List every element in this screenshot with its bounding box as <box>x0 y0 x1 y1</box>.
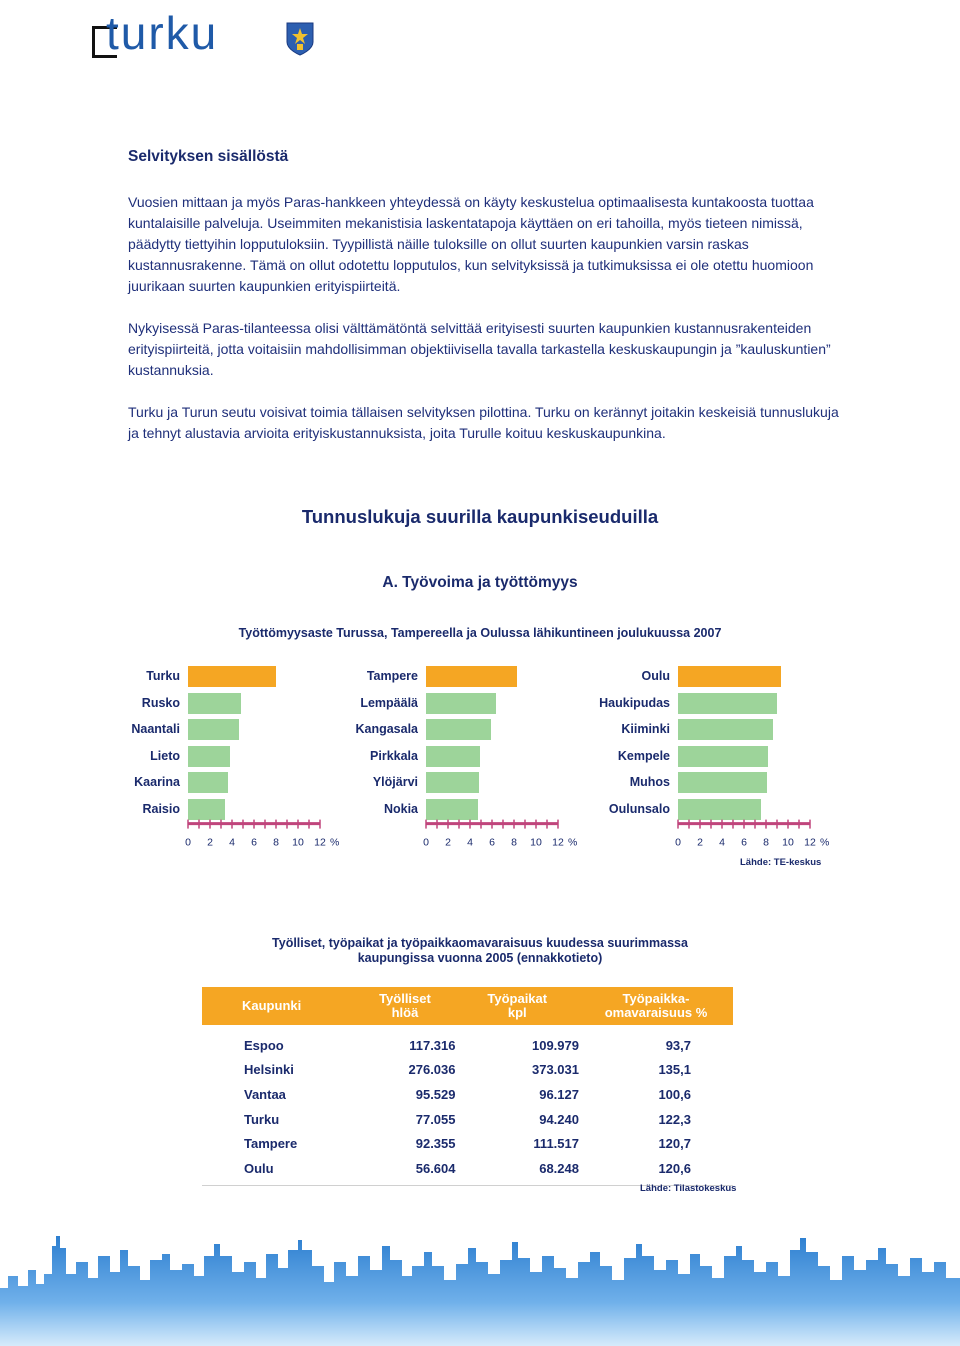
bar-label: Kangasala <box>355 722 418 737</box>
chart-oulu <box>550 666 830 856</box>
intro-paragraph-2: Nykyisessä Paras-tilanteessa olisi välttämätöntä selvittää erityisesti suurten kaupunkien kustannusrakenteiden erityispiirteitä, jotta voitaisiin mahdollisimman objektiivisella tavalla tarkastella keskuskaupungin ja ”kauluskuntien” kustannuksia. <box>128 320 831 378</box>
tick-label: 8 <box>273 836 279 849</box>
city-skyline-illustration <box>0 1226 960 1346</box>
cell-employed: 56.604 <box>415 1160 456 1176</box>
bar-label: Turku <box>146 669 180 683</box>
bar-label: Muhos <box>629 775 670 790</box>
x-axis <box>298 666 578 856</box>
x-axis <box>60 666 340 856</box>
table-row <box>202 1107 733 1132</box>
tick-label: 0 <box>423 836 429 849</box>
cell-self-sufficiency: 120,7 <box>658 1136 691 1152</box>
table-header-row <box>202 987 733 1025</box>
header-kaupunki <box>202 987 354 1025</box>
intro-paragraph-1: Vuosien mittaan ja myös Paras-hankkeen yhteydessä on käyty keskustelua optimaalisesta kuntakoosta tuottaa kuntalaisille palveluja. Useimmiten mekanistisia laskentatapoja käyttäen on eri tahoilla, myös tieteen nimissä, päädytty tiettyihin lopputuloksiin. Tyypillistä näille tuloksille on ollut suurten kaupunkien varsin raskas kustannusrakenne. Tämä on ollut odotettu lopputulos, kun selvityksissä ja tutkimuksissa ei ole otettu huomioon juurikaan suurten kaupunkien erityispiirteitä. <box>128 194 814 294</box>
tick-label: 6 <box>251 836 257 849</box>
table-row <box>202 1082 733 1107</box>
tick-label: 0 <box>185 836 191 849</box>
tick-label: 12 <box>804 836 816 849</box>
table-row <box>202 1131 733 1156</box>
tick-label: 2 <box>207 836 213 849</box>
tick-label: 10 <box>782 836 794 849</box>
x-axis <box>550 666 830 856</box>
turku-logo <box>92 7 322 62</box>
table-row <box>202 1025 733 1033</box>
cell-jobs: 68.248 <box>539 1160 579 1176</box>
header-tyolliset-line-2: hlöä <box>391 1005 419 1020</box>
table-source: Lähde: Tilastokeskus <box>640 1183 737 1194</box>
cell-city: Helsinki <box>244 1062 294 1078</box>
section-title: Tunnuslukuja suurilla kaupunkiseuduilla <box>301 506 659 527</box>
cell-city: Tampere <box>244 1136 298 1152</box>
header-tyopaikat <box>456 987 579 1025</box>
tick-label: 12 <box>314 836 326 849</box>
cell-city: Oulu <box>244 1160 274 1176</box>
chart-tampere <box>298 666 578 856</box>
cell-employed: 77.055 <box>415 1111 456 1127</box>
cell-self-sufficiency: 135,1 <box>658 1062 691 1078</box>
tick-label: 10 <box>292 836 304 849</box>
bar-label: Oulunsalo <box>608 802 670 816</box>
header-tyolliset-line-1: Työlliset <box>379 991 431 1006</box>
tick-label: 2 <box>445 836 451 849</box>
tick-label: 10 <box>530 836 542 849</box>
header-tyopaikat-line-2: kpl <box>507 1005 527 1020</box>
header-tyolliset <box>354 987 455 1025</box>
intro-paragraph-3: Turku ja Turun seutu voisivat toimia tällaisen selvityksen pilottina. Turku on kerännyt joitakin keskeisiä tunnuslukuja ja tehnyt alustavia arvioita erityiskustannuksista, joita Turulle koituu keskuskaupunkina. <box>128 404 839 441</box>
chart-turku <box>60 666 340 856</box>
tick-label: 6 <box>489 836 495 849</box>
employment-table <box>202 987 733 1181</box>
cell-jobs: 96.127 <box>539 1086 579 1102</box>
cell-city: Turku <box>244 1111 280 1127</box>
axis-unit: % <box>330 836 340 849</box>
cell-self-sufficiency: 120,6 <box>658 1160 691 1176</box>
tick-label: 8 <box>511 836 517 849</box>
tick-label: 4 <box>467 836 473 849</box>
cell-self-sufficiency: 100,6 <box>658 1086 691 1102</box>
bar-label: Haukipudas <box>599 695 670 710</box>
bar-label: Rusko <box>141 695 180 710</box>
tick-label: 2 <box>697 836 703 849</box>
axis-unit: % <box>820 836 830 849</box>
cell-employed: 117.316 <box>409 1037 456 1053</box>
cell-city: Vantaa <box>244 1086 286 1102</box>
cell-employed: 92.355 <box>415 1136 456 1152</box>
tick-label: 6 <box>741 836 747 849</box>
header-tyopaikat-line-1: Työpaikat <box>487 991 548 1006</box>
table-row <box>202 1156 733 1181</box>
header-omavaraisuus-line-1: Työpaikka- <box>622 991 690 1006</box>
cell-jobs: 373.031 <box>531 1062 579 1078</box>
bar-label: Raisio <box>142 802 180 816</box>
coat-of-arms-icon <box>286 22 314 56</box>
bar-label: Pirkkala <box>370 748 418 763</box>
header-omavaraisuus <box>579 987 733 1025</box>
chart-title: Työttömyysaste Turussa, Tampereella ja Oulussa lähikuntineen joulukuussa 2007 <box>238 626 722 640</box>
header-omavaraisuus-line-2: omavaraisuus % <box>604 1005 708 1020</box>
cell-employed: 276.036 <box>408 1062 456 1078</box>
tick-label: 4 <box>719 836 725 849</box>
table-row <box>202 1058 733 1083</box>
bar-label: Lieto <box>150 748 180 763</box>
tick-label: 12 <box>552 836 564 849</box>
bar-label: Kaarina <box>134 775 180 790</box>
bar-label: Nokia <box>383 802 418 816</box>
axis-unit: % <box>568 836 578 849</box>
bar-label: Lempäälä <box>360 695 418 710</box>
cell-self-sufficiency: 93,7 <box>665 1037 691 1053</box>
bar-label: Kiiminki <box>621 722 670 737</box>
tick-label: 4 <box>229 836 235 849</box>
bar-label: Ylöjärvi <box>372 775 418 790</box>
table-title <box>0 936 960 966</box>
bar-label: Naantali <box>131 722 180 737</box>
cell-jobs: 109.979 <box>531 1037 579 1053</box>
bar-label: Oulu <box>641 669 670 683</box>
table-row <box>202 1033 733 1058</box>
cell-employed: 95.529 <box>415 1086 456 1102</box>
bar-label: Tampere <box>366 669 418 683</box>
table-title-line-1: Työlliset, työpaikat ja työpaikkaomavaraisuus kuudessa suurimmassa <box>272 936 688 950</box>
table-title-line-2: kaupungissa vuonna 2005 (ennakkotieto) <box>357 951 603 965</box>
intro-heading: Selvityksen sisällöstä <box>128 148 289 165</box>
cell-city: Espoo <box>244 1037 284 1053</box>
cell-self-sufficiency: 122,3 <box>658 1111 691 1127</box>
bar-label: Kempele <box>617 748 670 763</box>
logo-wordmark: turku <box>106 7 219 59</box>
chart-source: Lähde: TE-keskus <box>740 857 822 868</box>
section-subtitle: A. Työvoima ja työttömyys <box>382 574 578 591</box>
tick-label: 8 <box>763 836 769 849</box>
cell-jobs: 94.240 <box>539 1111 579 1127</box>
header-kaupunki-line-1: Kaupunki <box>242 998 302 1013</box>
cell-jobs: 111.517 <box>533 1136 579 1152</box>
tick-label: 0 <box>675 836 681 849</box>
